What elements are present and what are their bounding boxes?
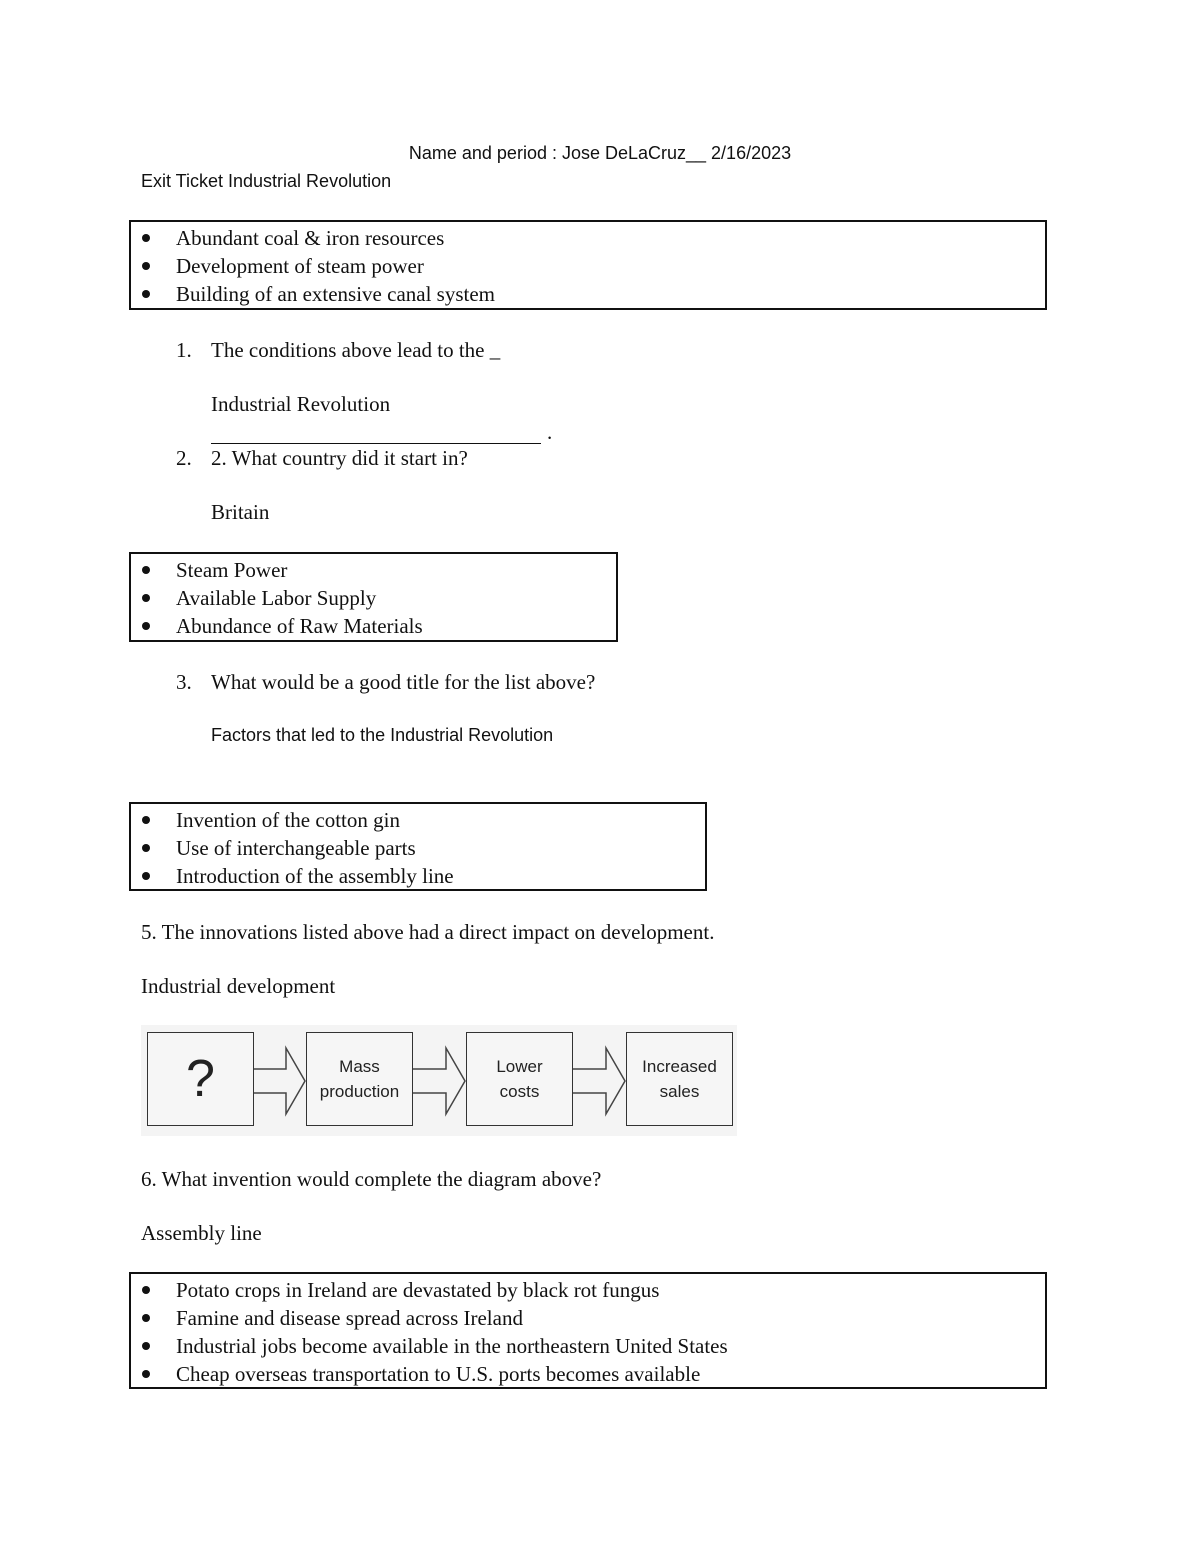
innovations-box xyxy=(129,802,707,891)
question-3-answer[interactable]: Factors that led to the Industrial Revolution xyxy=(211,725,554,745)
question-5-answer[interactable]: Industrial development xyxy=(141,974,336,998)
bullet-icon xyxy=(142,1370,150,1378)
list-item: Invention of the cotton gin xyxy=(131,806,705,834)
question-5-text: 5. The innovations listed above had a direct impact on development. xyxy=(141,920,715,944)
bullet-icon xyxy=(142,1286,150,1294)
diagram-box-increased-sales: Increased sales xyxy=(626,1032,733,1126)
bullet-icon xyxy=(142,1342,150,1350)
list-item: Cheap overseas transportation to U.S. ports becomes available xyxy=(131,1360,1045,1388)
diagram-box-mass-production: Mass production xyxy=(306,1032,413,1126)
list-item: Introduction of the assembly line xyxy=(131,862,705,890)
conditions-box xyxy=(129,220,1047,310)
name-and-period: Name and period : Jose DeLaCruz__ 2/16/2023 xyxy=(408,143,792,163)
bullet-icon xyxy=(142,816,150,824)
bullet-icon xyxy=(142,566,150,574)
question-3-number: 3. xyxy=(176,670,192,694)
list-item: Potato crops in Ireland are devastated by black rot fungus xyxy=(131,1276,1045,1304)
worksheet-title: Exit Ticket Industrial Revolution xyxy=(141,171,392,191)
bullet-icon xyxy=(142,872,150,880)
arrow-right-icon xyxy=(254,1045,306,1117)
arrow-right-icon xyxy=(573,1045,626,1117)
question-1-number: 1. xyxy=(176,338,192,362)
list-item: Abundance of Raw Materials xyxy=(131,612,616,640)
bullet-icon xyxy=(142,234,150,242)
bullet-icon xyxy=(142,844,150,852)
list-item: Famine and disease spread across Ireland xyxy=(131,1304,1045,1332)
question-2-answer[interactable]: Britain xyxy=(211,500,270,524)
list-item: Development of steam power xyxy=(131,252,1045,280)
bullet-icon xyxy=(142,594,150,602)
bullet-icon xyxy=(142,1314,150,1322)
list-item: Steam Power xyxy=(131,556,616,584)
question-3-text: What would be a good title for the list above? xyxy=(211,670,596,694)
list-item: Abundant coal & iron resources xyxy=(131,224,1045,252)
question-6-answer[interactable]: Assembly line xyxy=(141,1221,262,1245)
list-item: Use of interchangeable parts xyxy=(131,834,705,862)
arrow-right-icon xyxy=(413,1045,466,1117)
list-item: Building of an extensive canal system xyxy=(131,280,1045,308)
list-item: Industrial jobs become available in the northeastern United States xyxy=(131,1332,1045,1360)
question-1-period: . xyxy=(547,420,553,444)
diagram-box-lower-costs: Lower costs xyxy=(466,1032,573,1126)
diagram-box-unknown: ? xyxy=(147,1032,254,1126)
bullet-icon xyxy=(142,290,150,298)
question-1-answer[interactable]: Industrial Revolution xyxy=(211,392,391,416)
flow-diagram xyxy=(141,1025,737,1136)
answer-blank-line xyxy=(211,426,541,444)
question-2-number: 2. xyxy=(176,446,192,470)
question-6-text: 6. What invention would complete the diagram above? xyxy=(141,1167,602,1191)
question-2-text: 2. What country did it start in? xyxy=(211,446,468,470)
bullet-icon xyxy=(142,262,150,270)
list-item: Available Labor Supply xyxy=(131,584,616,612)
irish-migration-box xyxy=(129,1272,1047,1389)
factors-box xyxy=(129,552,618,642)
bullet-icon xyxy=(142,622,150,630)
question-1-text: The conditions above lead to the _ xyxy=(211,338,501,362)
